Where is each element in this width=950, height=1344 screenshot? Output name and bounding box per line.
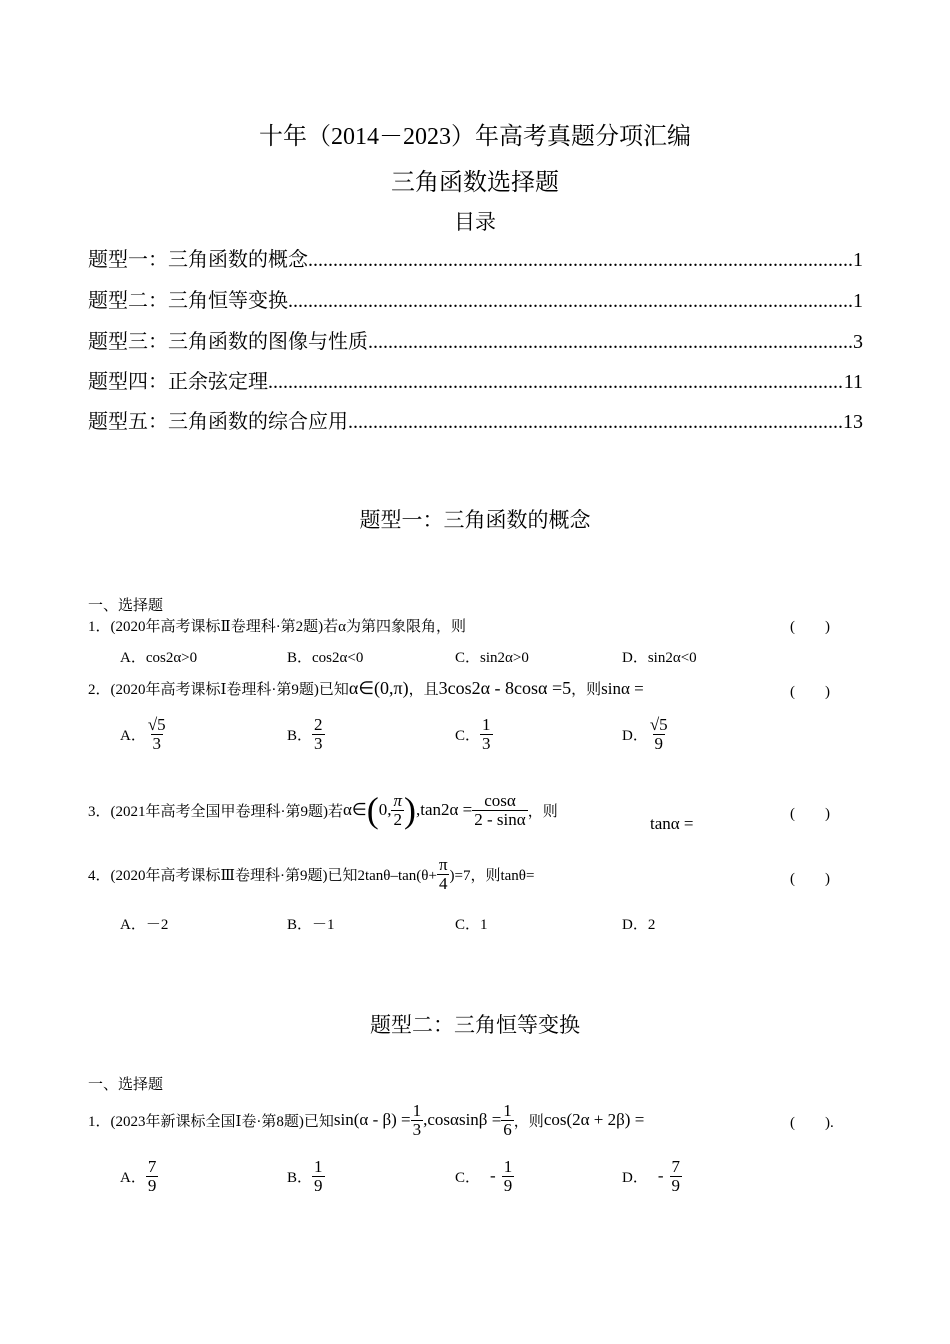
option-a: A．cos2α>0 — [120, 650, 198, 666]
fraction-numerator: √5 — [649, 715, 668, 734]
fraction-numerator: 1 — [482, 715, 491, 734]
option-sign: - — [657, 1166, 664, 1186]
fraction — [312, 716, 325, 753]
fraction-numerator: π — [438, 854, 448, 874]
toc-leader-dots — [368, 331, 853, 354]
fraction-denominator: 2 — [393, 809, 402, 829]
document-subtitle: 三角函数选择题 — [391, 170, 559, 196]
fraction-numerator: 7 — [671, 1157, 681, 1176]
fraction-numerator: 2 — [314, 715, 323, 734]
question-2-text — [88, 678, 644, 699]
toc-item-page: 1 — [853, 249, 863, 271]
fraction-numerator: cosα — [484, 790, 516, 810]
answer-paren: ( ) — [790, 806, 830, 822]
option-label: C． — [455, 727, 481, 744]
toc-item-label: 题型三：三角函数的图像与性质 — [88, 331, 368, 353]
math-expression: ,cosαsinβ = — [423, 1110, 502, 1129]
toc-item[interactable] — [88, 326, 863, 354]
option-d — [622, 716, 670, 753]
left-paren-glyph: ( — [366, 790, 379, 830]
fraction — [437, 856, 450, 893]
fraction — [480, 716, 493, 753]
fraction — [146, 1158, 159, 1195]
fraction-denominator: 6 — [503, 1119, 512, 1139]
fraction-denominator: 3 — [412, 1119, 422, 1139]
toc-item[interactable] — [88, 244, 863, 272]
question-1-text: 1．(2020年高考课标Ⅱ卷理科·第2题)若α为第四象限角，则 — [88, 619, 467, 635]
option-b: B．cos2α<0 — [287, 650, 364, 666]
toc-heading: 目录 — [454, 210, 496, 234]
fraction-numerator: 1 — [314, 1157, 323, 1176]
option-d: D．sin2α<0 — [622, 650, 697, 666]
toc-leader-dots — [288, 290, 853, 313]
fraction — [312, 1158, 325, 1195]
fraction-denominator: 3 — [482, 733, 491, 753]
question-text: 3．(2021年高考全国甲卷理科·第9题)若 — [88, 803, 343, 820]
right-paren-glyph: ) — [404, 790, 416, 830]
toc-item-page: 11 — [843, 371, 863, 393]
question-1-text — [88, 1096, 644, 1144]
math-expression: 3cos2α - 8cosα =5 — [438, 678, 572, 698]
question-text: ，且 — [408, 682, 439, 698]
option-b — [287, 1158, 325, 1195]
fraction-denominator: 3 — [152, 733, 162, 753]
option-sign: - — [490, 1166, 496, 1186]
toc-item-page: 13 — [843, 411, 863, 433]
fraction — [391, 792, 404, 829]
math-expression: α∈ — [343, 800, 367, 819]
fraction-numerator: √5 — [147, 715, 166, 734]
toc-item[interactable] — [88, 406, 863, 434]
option-a — [120, 716, 168, 753]
question-text: ，则 — [527, 803, 558, 820]
toc-leader-dots — [348, 411, 843, 434]
option-a — [120, 1158, 158, 1195]
math-expression: sin(α - β) = — [333, 1110, 411, 1129]
option-c — [455, 1158, 514, 1195]
question-4-text — [88, 850, 534, 898]
math-expression: ,tan2α = — [416, 800, 473, 819]
option-label: A． — [120, 1169, 146, 1186]
fraction-denominator: 9 — [147, 1175, 157, 1195]
question-text: )=7，则tanθ= — [449, 867, 535, 884]
fraction-denominator: 9 — [654, 733, 664, 753]
answer-paren: ( ) — [790, 619, 830, 635]
option-label: B． — [287, 1169, 313, 1186]
fraction — [648, 716, 670, 753]
fraction-numerator: π — [393, 790, 402, 810]
toc-leader-dots — [268, 371, 844, 394]
toc-leader-dots — [308, 249, 853, 272]
answer-paren: ( ). — [790, 1115, 834, 1131]
toc-item-page: 1 — [853, 290, 863, 312]
option-b — [287, 716, 325, 753]
math-expression: sinα = — [601, 679, 644, 698]
fraction-numerator: 1 — [503, 1157, 513, 1176]
fraction — [502, 1158, 515, 1195]
question-text: ，则 — [513, 1113, 544, 1130]
toc-item-label: 题型四：正余弦定理 — [88, 371, 268, 393]
question-3-text — [88, 784, 558, 836]
fraction-denominator: 9 — [314, 1175, 323, 1195]
fraction — [411, 1102, 424, 1139]
fraction-denominator: 9 — [503, 1175, 513, 1195]
option-c — [455, 716, 493, 753]
fraction — [146, 716, 168, 753]
math-expression: cos(2α + 2β) = — [543, 1110, 645, 1129]
fraction-denominator: 3 — [314, 733, 323, 753]
interval-start: 0, — [378, 800, 392, 819]
question-text: 2．(2020年高考课标Ⅰ卷理科·第9题)已知 — [88, 682, 349, 698]
toc-item-label: 题型五：三角函数的综合应用 — [88, 411, 348, 433]
answer-paren: ( ) — [790, 684, 830, 700]
fraction-numerator: 7 — [147, 1157, 157, 1176]
option-c: C．1 — [455, 917, 488, 933]
math-expression: α∈(0,π) — [348, 678, 409, 698]
option-label: B． — [287, 727, 313, 744]
option-b: B．－1 — [287, 917, 335, 933]
question-text: 4．(2020年高考课标Ⅲ卷理科·第9题)已知2tanθ–tan(θ+ — [88, 867, 437, 884]
option-label: D． — [622, 1169, 648, 1186]
section-title: 题型一：三角函数的概念 — [359, 508, 591, 532]
toc-item-label: 题型一：三角函数的概念 — [88, 249, 308, 271]
option-label: C． — [455, 1169, 481, 1186]
section-subheading: 一、选择题 — [88, 1077, 164, 1093]
question-text: ，则 — [571, 682, 602, 698]
section-title: 题型二：三角恒等变换 — [370, 1013, 580, 1037]
fraction-numerator: 1 — [412, 1100, 422, 1120]
document-title: 十年（2014－2023）年高考真题分项汇编 — [259, 124, 691, 150]
option-c: C．sin2α>0 — [455, 650, 529, 666]
fraction — [501, 1102, 514, 1139]
option-label: A． — [120, 727, 146, 744]
fraction-denominator: 4 — [438, 873, 448, 893]
fraction — [670, 1158, 683, 1195]
option-d — [622, 1158, 682, 1195]
fraction-denominator: 2 - sinα — [474, 809, 526, 829]
option-label: D． — [622, 727, 648, 744]
toc-item[interactable] — [88, 366, 863, 394]
fraction-denominator: 9 — [671, 1175, 681, 1195]
toc-item-page: 3 — [853, 331, 863, 353]
question-text: 1．(2023年新课标全国Ⅰ卷·第8题)已知 — [88, 1113, 334, 1130]
fraction-numerator: 1 — [503, 1100, 512, 1120]
section-subheading: 一、选择题 — [88, 598, 164, 614]
toc-item[interactable] — [88, 285, 863, 313]
toc-item-label: 题型二：三角恒等变换 — [88, 290, 288, 312]
option-d: D．2 — [622, 917, 656, 933]
fraction — [472, 792, 527, 829]
option-a: A．－2 — [120, 917, 169, 933]
math-expression: tanα = — [650, 814, 694, 833]
answer-paren: ( ) — [790, 871, 830, 887]
